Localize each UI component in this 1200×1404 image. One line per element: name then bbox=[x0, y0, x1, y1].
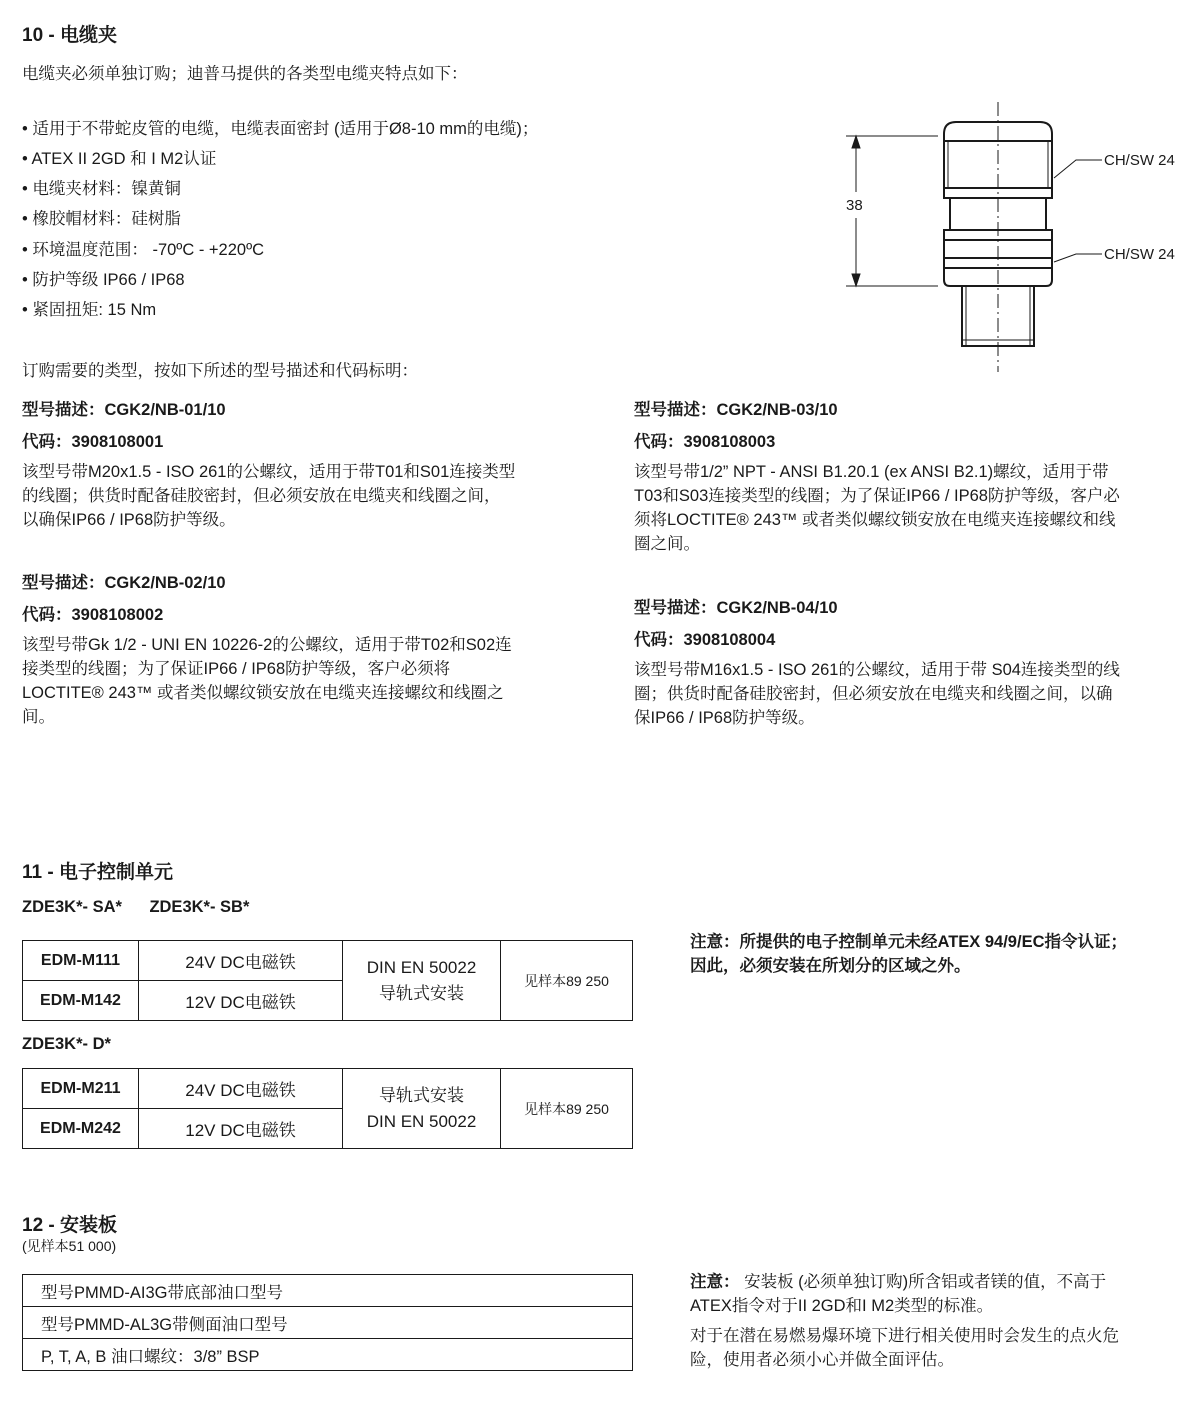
wrench-size-label-top: CH/SW 24 bbox=[1104, 152, 1175, 169]
ecu-code: EDM-M111 bbox=[23, 941, 139, 981]
model-text-line: 间。 bbox=[22, 708, 55, 726]
ecu-code: EDM-M142 bbox=[23, 981, 139, 1021]
model-code: 代码：3908108002 bbox=[22, 606, 164, 624]
model-group-label-sa-sb: ZDE3K*- SA* ZDE3K*- SB* bbox=[22, 898, 250, 916]
section-12-reference: (见样本51 000) bbox=[22, 1238, 117, 1254]
note-line: 因此，必须安装在所划分的区域之外。 bbox=[690, 957, 971, 975]
model-text-line: 圈之间。 bbox=[634, 535, 700, 553]
model-description: 型号描述：CGK2/NB-04/10 bbox=[634, 599, 838, 617]
mounting-plate-table bbox=[22, 1274, 633, 1371]
plate-note bbox=[690, 1270, 1190, 1372]
model-code: 代码：3908108003 bbox=[634, 433, 776, 451]
model-block-04 bbox=[634, 596, 1194, 730]
ecu-voltage: 24V DC电磁铁 bbox=[139, 941, 343, 981]
model-description: 型号描述：CGK2/NB-01/10 bbox=[22, 401, 226, 419]
table-row bbox=[23, 941, 633, 981]
feature-item: • 电缆夹材料：镍黄铜 bbox=[22, 180, 181, 198]
note-line bbox=[690, 1270, 1190, 1294]
note-line: ATEX指令对于II 2GD和I M2类型的标准。 bbox=[690, 1297, 994, 1315]
table-cell: 型号PMMD-AI3G带底部油口型号 bbox=[23, 1275, 633, 1307]
mount-line: 导轨式安装 bbox=[379, 983, 464, 1003]
table-cell: P, T, A, B 油口螺纹：3/8” BSP bbox=[23, 1339, 633, 1371]
ecu-note bbox=[690, 930, 1127, 978]
ecu-voltage: 12V DC电磁铁 bbox=[139, 1109, 343, 1149]
mount-line: DIN EN 50022 bbox=[366, 1111, 477, 1131]
model-text-line: LOCTITE® 243™ 或者类似螺纹锁安放在电缆夹连接螺纹和线圈之 bbox=[22, 684, 504, 702]
model-text-line: 该型号带1/2” NPT - ANSI B1.20.1 (ex ANSI B2.1)螺纹，适用于带 bbox=[634, 463, 1109, 481]
note-label: 注意： bbox=[690, 1273, 740, 1291]
feature-item: • 橡胶帽材料：硅树脂 bbox=[22, 210, 181, 228]
model-text-line: 须将LOCTITE® 243™ 或者类似螺纹锁安放在电缆夹连接螺纹和线 bbox=[634, 511, 1116, 529]
ecu-voltage: 12V DC电磁铁 bbox=[139, 981, 343, 1021]
model-group-label-d: ZDE3K*- D* bbox=[22, 1035, 111, 1053]
model-text bbox=[634, 460, 1194, 556]
cable-gland-drawing bbox=[840, 100, 1200, 375]
feature-item: • 紧固扭矩: 15 Nm bbox=[22, 301, 157, 319]
wrench-size-label-bottom: CH/SW 24 bbox=[1104, 246, 1175, 263]
feature-item: • 防护等级 IP66 / IP68 bbox=[22, 271, 185, 289]
dimension-label: 38 bbox=[846, 197, 863, 214]
table-row bbox=[23, 1339, 633, 1371]
feature-item: • 适用于不带蛇皮管的电缆，电缆表面密封 (适用于Ø8-10 mm的电缆)； bbox=[22, 120, 539, 138]
note-line: 对于在潜在易燃易爆环境下进行相关使用时会发生的点火危 bbox=[690, 1327, 1119, 1345]
ecu-mounting bbox=[343, 941, 501, 1021]
model-text-line: 接类型的线圈；为了保证IP66 / IP68防护等级，客户必须将 bbox=[22, 660, 451, 678]
note-line: 险，使用者必须小心并做全面评估。 bbox=[690, 1351, 954, 1369]
ecu-table-2 bbox=[22, 1068, 633, 1149]
ecu-voltage: 24V DC电磁铁 bbox=[139, 1069, 343, 1109]
model-text-line: 该型号带Gk 1/2 - UNI EN 10226-2的公螺纹，适用于带T02和S02连 bbox=[22, 636, 512, 654]
model-text bbox=[634, 658, 1194, 730]
ecu-table-1 bbox=[22, 940, 633, 1021]
model-text-line: T03和S03连接类型的线圈；为了保证IP66 / IP68防护等级，客户必 bbox=[634, 487, 1120, 505]
model-text-line: 该型号带M20x1.5 - ISO 261的公螺纹，适用于带T01和S01连接类型 bbox=[22, 463, 516, 481]
model-text bbox=[22, 633, 578, 729]
ecu-reference: 见样本89 250 bbox=[501, 941, 633, 1021]
model-code: 代码：3908108004 bbox=[634, 631, 776, 649]
order-instruction: 订购需要的类型，按如下所述的型号描述和代码标明： bbox=[22, 362, 418, 380]
model-description: 型号描述：CGK2/NB-03/10 bbox=[634, 401, 838, 419]
table-row bbox=[23, 1069, 633, 1109]
section-10-title: 10 - 电缆夹 bbox=[22, 25, 118, 46]
note-line: 注意：所提供的电子控制单元未经ATEX 94/9/EC指令认证； bbox=[690, 933, 1127, 951]
model-description: 型号描述：CGK2/NB-02/10 bbox=[22, 574, 226, 592]
model-code: 代码：3908108001 bbox=[22, 433, 164, 451]
table-row bbox=[23, 1275, 633, 1307]
feature-item: • ATEX II 2GD 和 I M2认证 bbox=[22, 150, 217, 168]
ecu-reference: 见样本89 250 bbox=[501, 1069, 633, 1149]
model-text-line: 以确保IP66 / IP68防护等级。 bbox=[22, 511, 236, 529]
note-text: 安装板 (必须单独订购)所含铝或者镁的值，不高于 bbox=[739, 1273, 1107, 1291]
section-10-intro: 电缆夹必须单独订购；迪普马提供的各类型电缆夹特点如下： bbox=[22, 65, 468, 83]
model-block-03 bbox=[634, 398, 1194, 556]
mount-line: DIN EN 50022 bbox=[366, 957, 477, 977]
model-text-line: 圈；供货时配备硅胶密封，但必须安放在电缆夹和线圈之间，以确 bbox=[634, 685, 1113, 703]
ecu-code: EDM-M242 bbox=[23, 1109, 139, 1149]
mount-line: 导轨式安装 bbox=[379, 1085, 464, 1105]
model-text-line: 该型号带M16x1.5 - ISO 261的公螺纹，适用于带 S04连接类型的线 bbox=[634, 661, 1120, 679]
model-block-02 bbox=[22, 571, 578, 729]
model-text-line: 保IP66 / IP68防护等级。 bbox=[634, 709, 815, 727]
ecu-code: EDM-M211 bbox=[23, 1069, 139, 1109]
model-text-line: 的线圈；供货时配备硅胶密封，但必须安放在电缆夹和线圈之间， bbox=[22, 487, 501, 505]
model-block-01 bbox=[22, 398, 578, 532]
table-row bbox=[23, 1307, 633, 1339]
section-11-title: 11 - 电子控制单元 bbox=[22, 862, 173, 883]
model-text bbox=[22, 460, 578, 532]
feature-item: • 环境温度范围： -70ºC - +220ºC bbox=[22, 241, 265, 259]
ecu-mounting bbox=[343, 1069, 501, 1149]
table-cell: 型号PMMD-AL3G带侧面油口型号 bbox=[23, 1307, 633, 1339]
section-12-title: 12 - 安装板 bbox=[22, 1215, 118, 1236]
